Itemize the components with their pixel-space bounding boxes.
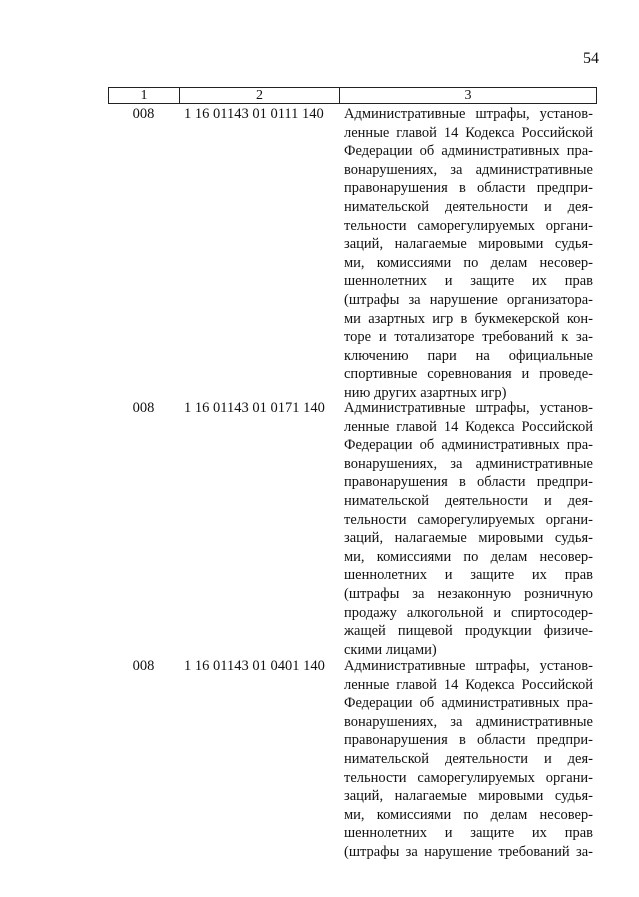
description-line: ленные главой 14 Кодекса Российской [344, 124, 593, 141]
page-number: 54 [583, 50, 599, 67]
description-line: (штрафы за нарушение организатора- [344, 291, 593, 308]
description-line: нимательской деятельности и дея- [344, 198, 593, 215]
description-line: заций, налагаемые мировыми судья- [344, 530, 593, 547]
admin-code: 008 [132, 106, 155, 122]
table-header [108, 87, 597, 104]
description-line: ленные главой 14 Кодекса Российской [344, 676, 593, 693]
description-line: Федерации об административных пра- [344, 695, 593, 712]
description-line: вонарушениях, за административные [344, 455, 593, 472]
description-line: ми азартных игр в букмекерской кон- [344, 310, 593, 327]
description-line: нию других азартных игр) [344, 384, 507, 401]
description-line: спортивные соревнования и проведе- [344, 366, 593, 383]
kbk-code: 1 16 01143 01 0111 140 [184, 106, 324, 122]
description-line: нимательской деятельности и дея- [344, 750, 593, 767]
description-line: нимательской деятельности и дея- [344, 492, 593, 509]
description-line: шеннолетних и защите их прав [344, 273, 593, 290]
description-line: вонарушениях, за административные [344, 161, 593, 178]
description-line: ми, комиссиями по делам несовер- [344, 254, 593, 271]
description-line: заций, налагаемые мировыми судья- [344, 788, 593, 805]
header-col-2: 2 [180, 88, 340, 103]
description [344, 657, 593, 862]
description-line: продажу алкогольной и спиртосодер- [344, 604, 593, 621]
description-line: Федерации об административных пра- [344, 143, 593, 160]
description [344, 105, 593, 403]
header-col-3: 3 [464, 88, 472, 103]
description-line: Административные штрафы, установ- [344, 658, 593, 674]
description-line: Административные штрафы, установ- [344, 106, 593, 122]
description-line: (штрафы за нарушение требований за- [344, 843, 593, 860]
description-line: шеннолетних и защите их прав [344, 825, 593, 842]
description-line: тельности саморегулируемых органи- [344, 511, 593, 528]
description-line: жащей пищевой продукции физиче- [344, 623, 593, 640]
description-line: тельности саморегулируемых органи- [344, 769, 593, 786]
description-line: тельности саморегулируемых органи- [344, 217, 593, 234]
kbk-code: 1 16 01143 01 0171 140 [184, 400, 325, 416]
description-line: ключению пари на официальные [344, 347, 593, 364]
description-line: (штрафы за незаконную розничную [344, 585, 593, 602]
description-line: Федерации об административных пра- [344, 437, 593, 454]
kbk-code: 1 16 01143 01 0401 140 [184, 658, 325, 674]
description-line: ленные главой 14 Кодекса Российской [344, 418, 593, 435]
description-line: Административные штрафы, установ- [344, 400, 593, 416]
description-line: заций, налагаемые мировыми судья- [344, 236, 593, 253]
admin-code: 008 [132, 658, 155, 674]
description-line: ми, комиссиями по делам несовер- [344, 806, 593, 823]
description-line: шеннолетних и защите их прав [344, 567, 593, 584]
description [344, 399, 593, 659]
admin-code: 008 [132, 400, 155, 416]
description-line: ми, комиссиями по делам несовер- [344, 548, 593, 565]
description-line: вонарушениях, за административные [344, 713, 593, 730]
description-line: правонарушения в области предпри- [344, 180, 593, 197]
header-col-1: 1 [109, 88, 180, 103]
description-line: правонарушения в области предпри- [344, 732, 593, 749]
description-line: торе и тотализаторе требований к за- [344, 329, 593, 346]
description-line: скими лицами) [344, 641, 437, 658]
description-line: правонарушения в области предпри- [344, 474, 593, 491]
